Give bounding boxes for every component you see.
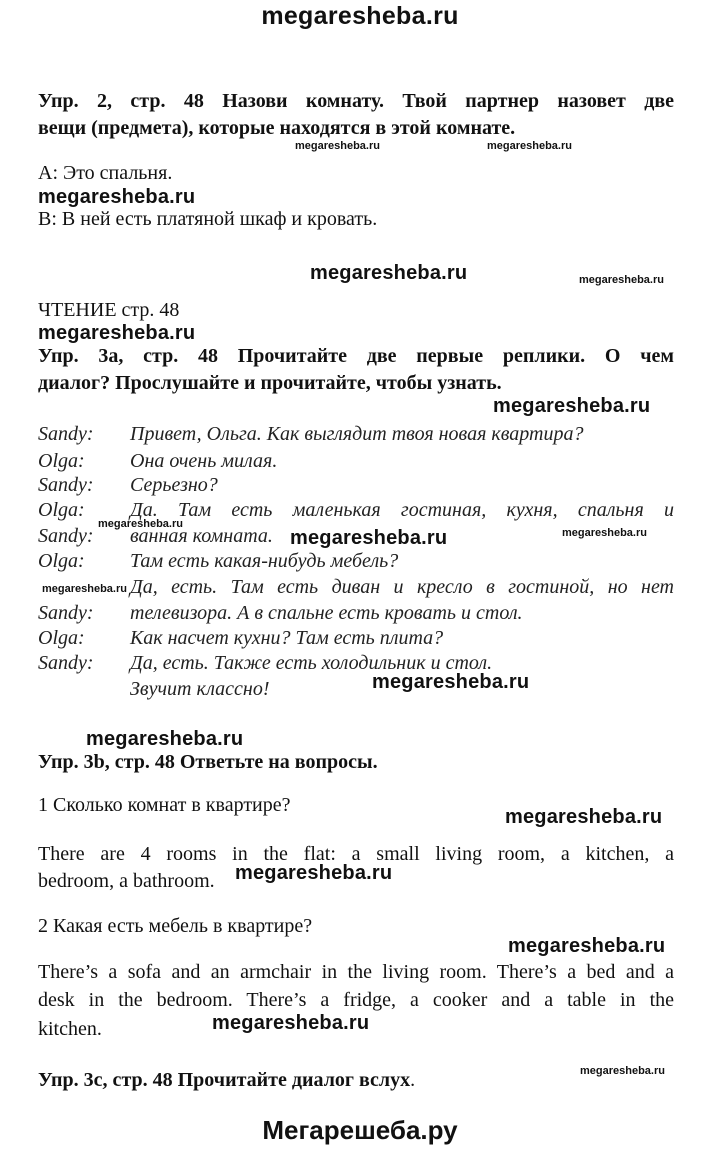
ex3b-title: Упр. 3b, стр. 48 Ответьте на вопросы. <box>38 751 378 773</box>
ex2-title-line1: Упр. 2, стр. 48 Назови комнату. Твой партнер назовет две <box>38 90 674 112</box>
ex3a-title-line2: диалог? Прослушайте и прочитайте, чтобы узнать. <box>38 372 502 394</box>
ex3c-title-row <box>38 1069 415 1092</box>
dialogue-line: телевизора. А в спальне есть кровать и стол. <box>130 602 523 624</box>
dialogue-line: Там есть какая-нибудь мебель? <box>130 550 399 572</box>
dialogue-speaker: Sandy: <box>38 525 94 547</box>
answer-2-line1: There’s a sofa and an armchair in the living room. There’s a bed and a <box>38 961 674 983</box>
watermark-small[interactable]: megaresheba.ru <box>487 140 572 152</box>
dialogue-line: Привет, Ольга. Как выглядит твоя новая квартира? <box>130 423 584 445</box>
answer-2-line3: kitchen. <box>38 1018 102 1040</box>
dialogue-line: ванная комната. <box>130 525 273 547</box>
reading-label: ЧТЕНИЕ стр. 48 <box>38 299 180 321</box>
footer-watermark[interactable]: Мегарешеба.ру <box>262 1115 458 1145</box>
watermark-large[interactable]: megaresheba.ru <box>310 262 468 284</box>
watermark-large[interactable]: megaresheba.ru <box>493 395 651 417</box>
ex3c-title-tail: . <box>410 1069 416 1091</box>
watermark-small[interactable]: megaresheba.ru <box>562 527 647 539</box>
ex3a-title-line1: Упр. 3а, стр. 48 Прочитайте две первые реплики. О чем <box>38 345 674 367</box>
dialogue-speaker: Sandy: <box>38 474 94 496</box>
dialogue-speaker: Olga: <box>38 550 85 572</box>
dialogue-line: Да, есть. Также есть холодильник и стол. <box>130 652 493 674</box>
watermark-large[interactable]: megaresheba.ru <box>290 527 448 549</box>
dialogue-speaker: Olga: <box>38 450 85 472</box>
watermark-large[interactable]: megaresheba.ru <box>212 1012 370 1034</box>
watermark-large[interactable]: megaresheba.ru <box>235 862 393 884</box>
dialogue-line: Она очень милая. <box>130 450 278 472</box>
dialogue-line: Да. Там есть маленькая гостиная, кухня, спальня и <box>130 499 674 521</box>
watermark-small[interactable]: megaresheba.ru <box>98 518 183 530</box>
ex3c-title: Упр. 3с, стр. 48 Прочитайте диалог вслух <box>38 1069 411 1091</box>
answer-2-line2: desk in the bedroom. There’s a fridge, a cooker and a table in the <box>38 989 674 1011</box>
watermark-large[interactable]: megaresheba.ru <box>372 671 530 693</box>
dialogue-line: Да, есть. Там есть диван и кресло в гостиной, но нет <box>130 576 674 598</box>
question-1: 1 Сколько комнат в квартире? <box>38 794 291 816</box>
watermark-small[interactable]: megaresheba.ru <box>42 583 127 595</box>
watermark-small[interactable]: megaresheba.ru <box>580 1065 665 1077</box>
dialogue-speaker: Olga: <box>38 499 85 521</box>
watermark-large[interactable]: megaresheba.ru <box>86 728 244 750</box>
dialogue-line: Как насчет кухни? Там есть плита? <box>130 627 444 649</box>
answer-1-line1: There are 4 rooms in the flat: a small living room, a kitchen, a <box>38 843 674 865</box>
dialogue-speaker: Sandy: <box>38 652 94 674</box>
answer-1-line2: bedroom, a bathroom. <box>38 870 215 892</box>
dialogue-line: Серьезно? <box>130 474 218 496</box>
dialogue-speaker: Olga: <box>38 627 85 649</box>
ex2-line-b: B: В ней есть платяной шкаф и кровать. <box>38 208 378 230</box>
ex2-line-a: A: Это спальня. <box>38 162 173 184</box>
watermark-large[interactable]: megaresheba.ru <box>505 806 663 828</box>
question-2: 2 Какая есть мебель в квартире? <box>38 915 313 937</box>
watermark-large[interactable]: megaresheba.ru <box>38 322 196 344</box>
dialogue-line: Звучит классно! <box>130 678 270 700</box>
watermark-small[interactable]: megaresheba.ru <box>295 140 380 152</box>
ex2-title-line2: вещи (предмета), которые находятся в этой комнате. <box>38 117 516 139</box>
dialogue-speaker: Sandy: <box>38 423 94 445</box>
watermark-large[interactable]: megaresheba.ru <box>508 935 666 957</box>
header-watermark[interactable]: megaresheba.ru <box>261 2 459 30</box>
watermark-small[interactable]: megaresheba.ru <box>579 274 664 286</box>
dialogue-speaker: Sandy: <box>38 602 94 624</box>
watermark-large[interactable]: megaresheba.ru <box>38 186 196 208</box>
